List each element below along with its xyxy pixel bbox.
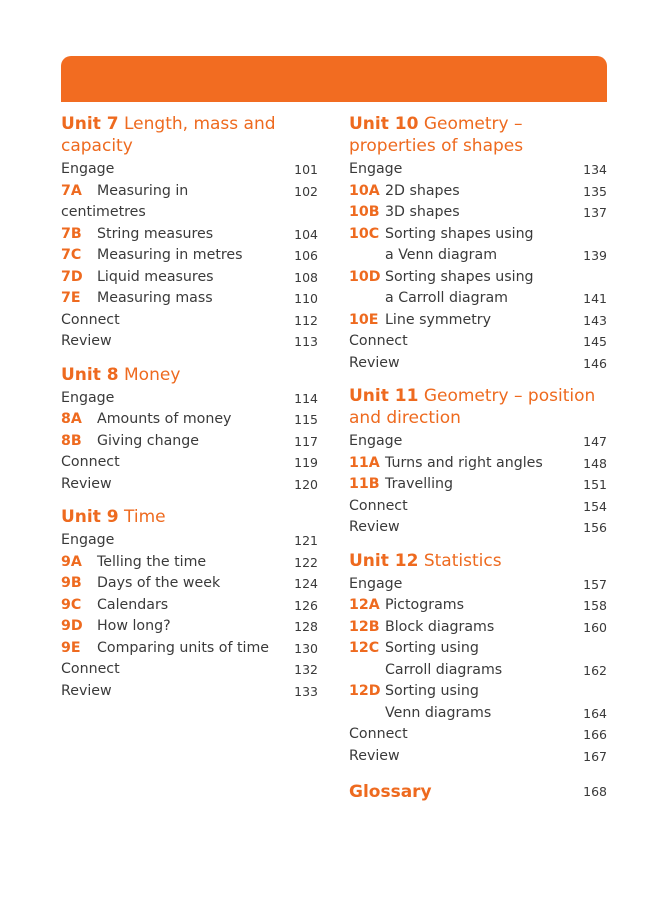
toc-entry[interactable]: [349, 724, 607, 746]
toc-column-left: [61, 113, 318, 713]
unit-number: Unit 12: [349, 550, 419, 571]
page-number: 157: [583, 576, 607, 592]
entry-title-line2: Venn diagrams: [385, 704, 492, 721]
entry-title: Sorting shapes using: [385, 225, 534, 242]
toc-entry[interactable]: [349, 267, 607, 310]
page-number: 147: [583, 434, 607, 449]
unit-title: Length, mass and capacity: [61, 114, 276, 156]
unit-number: Unit 8: [61, 364, 119, 385]
unit-heading: [61, 364, 318, 386]
page-number: 164: [583, 705, 607, 721]
entry-title: Measuring mass: [97, 290, 213, 306]
toc-entry[interactable]: [61, 159, 318, 181]
toc-entry[interactable]: [349, 746, 607, 768]
entry-title: 2D shapes: [385, 182, 460, 199]
toc-entry[interactable]: [349, 638, 607, 681]
entry-title: Days of the week: [97, 575, 221, 591]
entry-title: Engage: [349, 575, 403, 592]
unit-title: Time: [118, 507, 166, 527]
unit-11-section: [349, 385, 607, 539]
unit-title: Money: [118, 364, 181, 385]
page-number: 121: [294, 533, 318, 548]
toc-entry[interactable]: [349, 331, 607, 353]
page-number: 126: [294, 597, 318, 613]
page-number: 102: [294, 183, 318, 199]
entry-title: Turns and right angles: [385, 454, 543, 471]
entry-title: Connect: [349, 497, 408, 514]
page-number: 120: [294, 476, 318, 492]
toc-entry[interactable]: [349, 681, 607, 724]
page-number: 162: [583, 662, 607, 678]
toc-entry[interactable]: [349, 353, 607, 375]
entry-title: Travelling: [385, 476, 454, 492]
toc-entry[interactable]: [349, 181, 607, 203]
lesson-code: 12D: [349, 683, 381, 699]
page-number: 160: [583, 619, 607, 635]
page-number: 115: [294, 412, 318, 427]
entry-title: How long?: [97, 618, 171, 634]
entry-title: String measures: [97, 225, 214, 242]
toc-entry[interactable]: [349, 517, 607, 539]
entry-title-line2: a Venn diagram: [385, 247, 498, 263]
entry-title: Engage: [61, 389, 115, 406]
page-number: 132: [294, 662, 318, 677]
toc-entry[interactable]: [61, 388, 318, 410]
page-number: 135: [583, 183, 607, 199]
toc-entry[interactable]: [349, 453, 607, 475]
unit-number: Unit 10: [349, 114, 419, 134]
lesson-code: 9C: [61, 596, 82, 613]
page-number: 139: [583, 248, 607, 263]
lesson-code: 7B: [61, 225, 82, 242]
page-number: 117: [294, 433, 318, 449]
entry-title: Review: [61, 333, 112, 349]
entry-title: Connect: [61, 661, 120, 677]
toc-entry[interactable]: [349, 431, 607, 453]
toc-entry[interactable]: [61, 181, 318, 224]
lesson-code: 12B: [349, 618, 380, 635]
page-number: 133: [294, 683, 318, 699]
unit-heading: [61, 113, 318, 157]
entry-title: Review: [61, 475, 112, 492]
entry-title: Liquid measures: [97, 268, 214, 285]
lesson-code: 12A: [349, 597, 380, 613]
lesson-code: 12C: [349, 640, 380, 656]
entry-title: Giving change: [97, 432, 199, 449]
page-number: 113: [294, 334, 318, 349]
toc-entry[interactable]: [61, 331, 318, 353]
toc-entry[interactable]: [61, 474, 318, 496]
entry-title: Block diagrams: [385, 618, 495, 635]
unit-heading: [349, 113, 607, 157]
entry-title: Engage: [349, 433, 403, 449]
page-number: 130: [294, 640, 318, 656]
unit-heading: [61, 506, 318, 528]
toc-entry[interactable]: [349, 202, 607, 224]
toc-entry[interactable]: [349, 224, 607, 267]
page-number: 156: [583, 520, 607, 535]
toc-entry[interactable]: [349, 595, 607, 617]
toc-entry[interactable]: [61, 616, 318, 638]
toc-entry[interactable]: [61, 552, 318, 574]
lesson-code: 7E: [61, 290, 81, 306]
page-number: 106: [294, 248, 318, 263]
entry-title: Review: [61, 682, 112, 699]
toc-entry[interactable]: [349, 474, 607, 496]
unit-number: Unit 11: [349, 386, 419, 406]
glossary-label: Glossary: [349, 782, 432, 802]
page-number: 143: [583, 312, 607, 328]
lesson-code: 9B: [61, 575, 82, 591]
entry-title: Review: [349, 354, 400, 371]
unit-10-section: [349, 113, 607, 374]
entry-title: Comparing units of time: [97, 639, 270, 656]
lesson-code: 10B: [349, 204, 380, 220]
page-number: 167: [583, 748, 607, 764]
page-number: 101: [294, 162, 318, 177]
toc-entry[interactable]: [61, 409, 318, 431]
unit-title: Statistics: [418, 550, 502, 571]
page-number: 166: [583, 727, 607, 742]
entry-title: Sorting shapes using: [385, 268, 534, 285]
glossary-entry[interactable]: [349, 781, 607, 803]
page-number: 104: [294, 226, 318, 242]
page-number: 145: [583, 334, 607, 349]
lesson-code: 9E: [61, 639, 81, 656]
toc-entry[interactable]: [349, 159, 607, 181]
page-number: 146: [583, 355, 607, 371]
lesson-code: 9A: [61, 553, 82, 570]
unit-12-section: [349, 550, 607, 768]
entry-title-line2: Carroll diagrams: [385, 661, 503, 678]
entry-title: Review: [349, 519, 400, 535]
toc-entry[interactable]: [61, 595, 318, 617]
page-number: 134: [583, 162, 607, 177]
toc-entry[interactable]: [61, 224, 318, 246]
entry-title: Connect: [349, 333, 408, 349]
toc-entry[interactable]: [61, 267, 318, 289]
entry-title-line2: a Carroll diagram: [385, 290, 508, 306]
entry-title: Review: [349, 747, 400, 764]
entry-title: Amounts of money: [97, 411, 232, 427]
entry-title: Sorting using: [385, 640, 479, 656]
page-number: 137: [583, 205, 607, 220]
lesson-code: 11A: [349, 454, 380, 471]
unit-9-section: [61, 506, 318, 702]
toc-entry[interactable]: [61, 245, 318, 267]
lesson-code: 8A: [61, 411, 82, 427]
lesson-code: 7D: [61, 268, 83, 285]
toc-entry[interactable]: [349, 310, 607, 332]
page-number: 168: [583, 784, 607, 799]
entry-title: 3D shapes: [385, 204, 460, 220]
toc-entry[interactable]: [349, 617, 607, 639]
lesson-code: 10D: [349, 268, 381, 285]
entry-title: Connect: [349, 726, 408, 742]
page-number: 141: [583, 291, 607, 306]
page-number: 124: [294, 576, 318, 591]
unit-number: Unit 7: [61, 114, 119, 134]
lesson-code: 10E: [349, 311, 379, 328]
entry-title: Telling the time: [97, 553, 207, 570]
page-number: 148: [583, 455, 607, 471]
lesson-code: 7A: [61, 182, 82, 199]
unit-title: Geometry – position and direction: [349, 386, 596, 428]
page-number: 122: [294, 554, 318, 570]
toc-entry[interactable]: [61, 310, 318, 332]
page-number: 110: [294, 291, 318, 306]
entry-title: Line symmetry: [385, 311, 492, 328]
toc-column-right: [349, 113, 607, 803]
entry-title: Engage: [61, 532, 115, 548]
page-number: 158: [583, 598, 607, 613]
lesson-code: 8B: [61, 432, 82, 449]
header-banner: [61, 56, 607, 102]
toc-entry[interactable]: [61, 530, 318, 552]
toc-entry[interactable]: [61, 288, 318, 310]
lesson-code: 9D: [61, 618, 83, 634]
entry-title: Measuring in centimetres: [61, 182, 189, 220]
toc-entry[interactable]: [61, 681, 318, 703]
entry-title: Connect: [61, 311, 120, 328]
page-number: 112: [294, 312, 318, 328]
toc-entry[interactable]: [349, 496, 607, 518]
lesson-code: 11B: [349, 476, 380, 492]
lesson-code: 10C: [349, 225, 380, 242]
entry-title: Sorting using: [385, 683, 479, 699]
toc-entry[interactable]: [61, 431, 318, 453]
entry-title: Measuring in metres: [97, 247, 243, 263]
page-number: 114: [294, 390, 318, 406]
unit-heading: [349, 550, 607, 572]
entry-title: Calendars: [97, 596, 169, 613]
unit-title: Geometry – properties of shapes: [349, 114, 524, 156]
page-number: 128: [294, 619, 318, 634]
page-number: 154: [583, 498, 607, 514]
entry-title: Engage: [349, 161, 403, 177]
entry-title: Pictograms: [385, 597, 464, 613]
unit-number: Unit 9: [61, 507, 119, 527]
toc-entry[interactable]: [61, 638, 318, 660]
toc-entry[interactable]: [61, 659, 318, 681]
unit-7-section: [61, 113, 318, 353]
entry-title: Connect: [61, 454, 120, 470]
toc-entry[interactable]: [349, 574, 607, 596]
lesson-code: 7C: [61, 247, 82, 263]
page-number: 151: [583, 477, 607, 492]
entry-title: Engage: [61, 161, 115, 177]
lesson-code: 10A: [349, 182, 380, 199]
unit-8-section: [61, 364, 318, 496]
page-number: 119: [294, 455, 318, 470]
unit-heading: [349, 385, 607, 429]
page-number: 108: [294, 269, 318, 285]
toc-entry[interactable]: [61, 573, 318, 595]
toc-entry[interactable]: [61, 452, 318, 474]
